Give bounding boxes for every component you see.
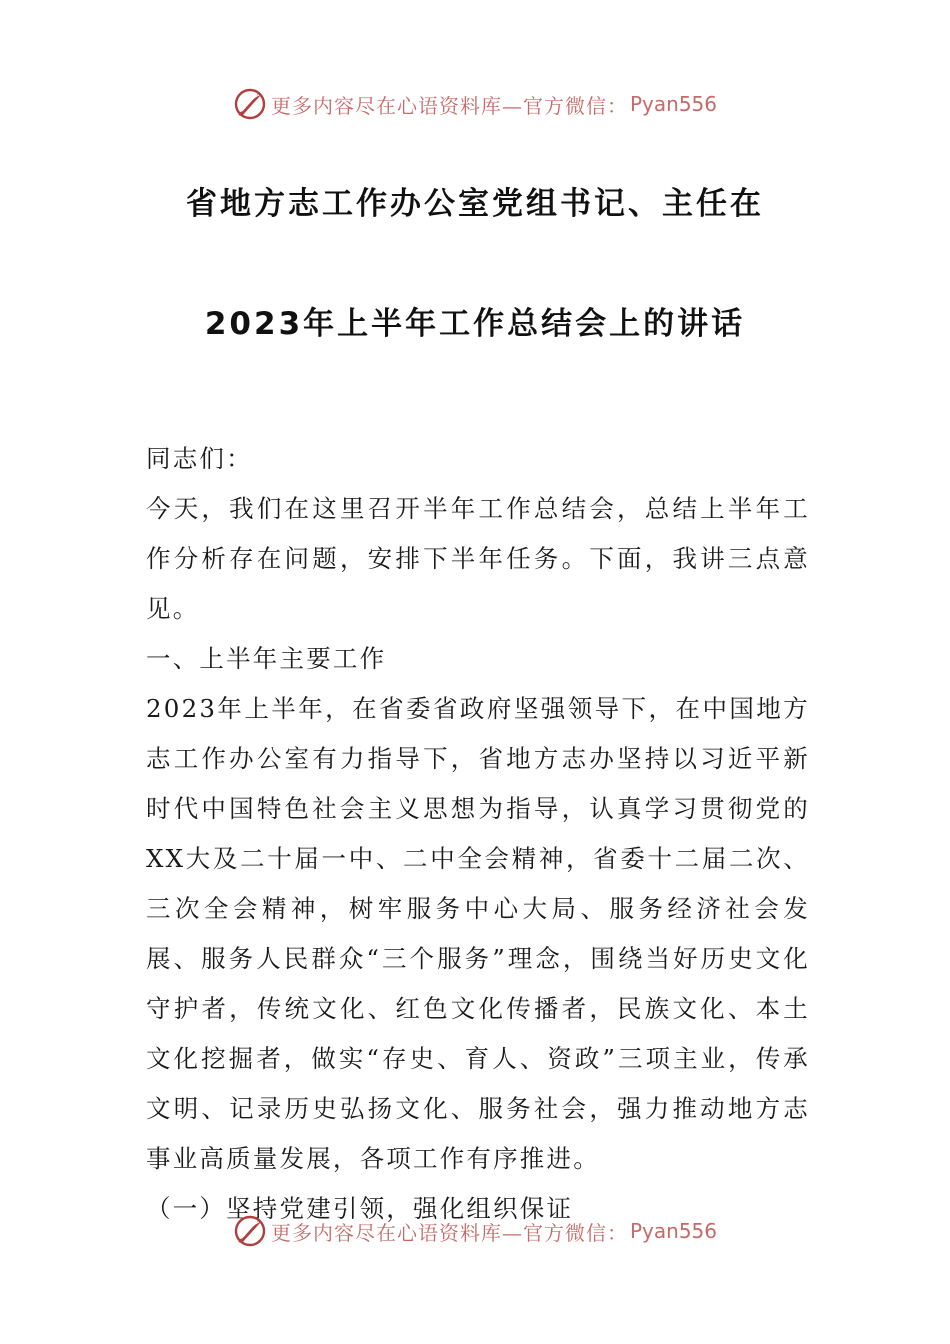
paragraph-summary: 2023年上半年，在省委省政府坚强领导下，在中国地方志工作办公室有力指导下，省地方志办坚持以习近平新时代中国特色社会主义思想为指导，认真学习贯彻党的XX大及二十届一中、二中全会精神，省委十二届二次、三次全会精神，树牢服务中心大局、服务经济社会发展、服务人民群众“三个服务”理念，围绕当好历史文化守护者，传统文化、红色文化传播者，民族文化、本土文化挖掘者，做实“存史、育人、资政”三项主业，传承文明、记录历史弘扬文化、服务社会，强力推动地方志事业高质量发展，各项工作有序推进。 [146,694,810,1173]
watermark-top [0,84,950,124]
watermark-bottom [0,1211,950,1251]
section-heading-1: 一、上半年主要工作 [146,644,387,673]
quill-logo-icon [233,1214,267,1248]
watermark-text: 更多内容尽在心语资料库—官方微信： [270,1220,628,1245]
document-title-line-1: 省地方志工作办公室党组书记、主任在 [186,186,764,222]
document-body [146,434,810,1234]
paragraph-intro: 今天，我们在这里召开半年工作总结会，总结上半年工作分析存在问题，安排下半年任务。下面，我讲三点意见。 [146,494,810,623]
salutation: 同志们： [146,444,253,473]
watermark-text: 更多内容尽在心语资料库—官方微信： [270,93,628,118]
watermark-wechat-id: Pyan556 [629,1219,717,1243]
subsection-heading-1: （一）坚持党建引领，强化组织保证 [146,1194,574,1223]
watermark-wechat-id: Pyan556 [629,92,717,116]
document-title-line-2: 2023年上半年工作总结会上的讲话 [204,306,746,342]
quill-logo-icon [233,87,267,121]
